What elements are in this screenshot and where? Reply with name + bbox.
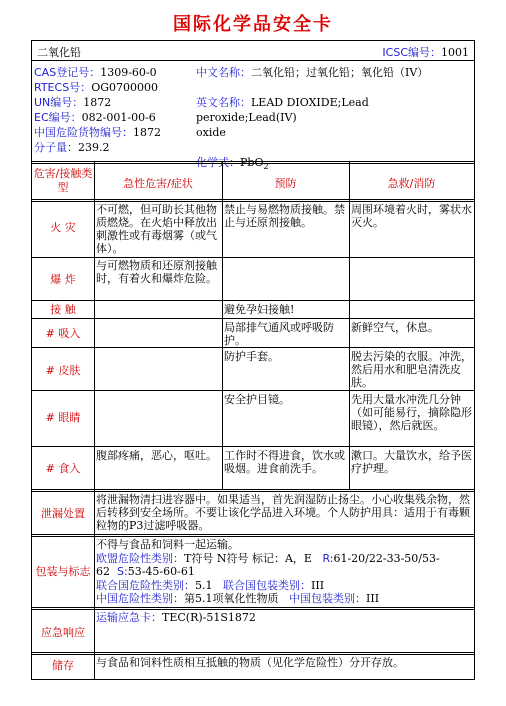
fire-first-aid: 周围环境着火时，雾状水灭火。: [351, 203, 472, 229]
molecular-weight: 分子量：239.2: [34, 141, 110, 154]
row-label-skin: # 皮肤: [45, 364, 81, 377]
row-label-spill: 泄漏处置: [41, 507, 85, 520]
safety-card: [31, 40, 475, 680]
ingestion-first-aid: 漱口。大量饮水，给予医疗护理。: [351, 449, 472, 475]
contact-prevention: 避免孕妇接触!: [224, 303, 295, 316]
row-label-storage: 储存: [52, 659, 74, 672]
skin-first-aid: 脱去污染的衣服。冲洗，然后用水和肥皂清洗皮肤。: [351, 350, 472, 389]
row-label-explosion: 爆 炸: [50, 273, 76, 286]
ingestion-hazard: 腹部疼痛，恶心，呕吐。: [96, 449, 217, 462]
cas-number: CAS登记号：1309-60-0: [34, 66, 157, 79]
row-label-ingestion: # 食入: [45, 462, 81, 475]
row-label-packaging: 包装与标志: [35, 565, 91, 578]
skin-prevention: 防护手套。: [224, 350, 279, 363]
row-label-contact: 接 触: [50, 303, 76, 316]
emergency-text: 运输应急卡：TEC(R)-51S1872: [96, 611, 256, 624]
card-title: 国际化学品安全卡: [173, 14, 333, 35]
spill-text: 将泄漏物清扫进容器中。如果适当，首先润湿防止扬尘。小心收集残余物，然后转移到安全场所。不要让该化学品进入环境。个人防护用具：适用于有毒颗粒物的P3过滤呼吸器。: [96, 493, 470, 532]
eyes-first-aid: 先用大量水冲洗几分钟（如可能易行，摘除隐形眼镜），然后就医。: [351, 393, 472, 432]
eyes-prevention: 安全护目镜。: [224, 393, 290, 406]
header-prevention: 预防: [274, 177, 297, 190]
un-number: UN编号：1872: [34, 96, 112, 109]
ingestion-prevention: 工作时不得进食，饮水或吸烟。进食前洗手。: [224, 449, 345, 475]
english-name-cont: oxide: [196, 126, 226, 139]
cn-dangerous-goods-number: 中国危险货物编号：1872: [34, 126, 161, 139]
fire-prevention: 禁止与易燃物质接触。禁止与还原剂接触。: [224, 203, 345, 229]
storage-text: 与食品和饲料性质相互抵触的物质（见化学危险性）分开存放。: [96, 656, 404, 669]
row-label-emergency: 应急响应: [41, 626, 85, 639]
explosion-hazard: 与可燃物质和还原剂接触时，有着火和爆炸危险。: [96, 259, 217, 285]
row-label-eyes: # 眼睛: [45, 411, 81, 424]
inhale-prevention: 局部排气通风或呼吸防护。: [224, 321, 334, 347]
inhale-first-aid: 新鲜空气，休息。: [351, 321, 439, 334]
english-name: 英文名称：LEAD DIOXIDE;Lead peroxide;Lead(IV): [196, 96, 369, 124]
chinese-name: 中文名称：二氧化铅；过氧化铅；氧化铅（IV）: [196, 66, 429, 79]
fire-hazard: 不可燃，但可助长其他物质燃烧。在火焰中释放出刺激性或有毒烟雾（或气体）。: [96, 203, 217, 255]
chemical-formula: 化学式：PbO$_2$: [196, 156, 269, 172]
header-type: 危害/接触类型: [33, 167, 93, 194]
identifiers-left: [34, 65, 161, 155]
row-label-inhale: # 吸入: [45, 327, 81, 340]
chemical-name: 二氧化铅: [37, 46, 81, 59]
row-label-fire: 火 灾: [50, 221, 76, 234]
rtecs-number: RTECS号：OG0700000: [34, 81, 158, 94]
header-first-aid: 急救/消防: [387, 177, 436, 190]
ec-number: EC编号：082-001-00-6: [34, 111, 156, 124]
packaging-text: 不得与食品和饲料一起运输。 欧盟危险性类别：T符号 N符号 标记：A，E R:61-20/22-33-50/53- 62 S:53-45-60-61 联合国危险性类别：5.1 联合国包装类别：III 中国危险性类别：第5.1项氧化性物质 中国包装类别：III: [96, 538, 440, 605]
header-hazard: 急性危害/症状: [123, 177, 193, 190]
icsc-number: ICSC编号：1001: [382, 46, 469, 59]
identifiers-right: [196, 65, 472, 174]
